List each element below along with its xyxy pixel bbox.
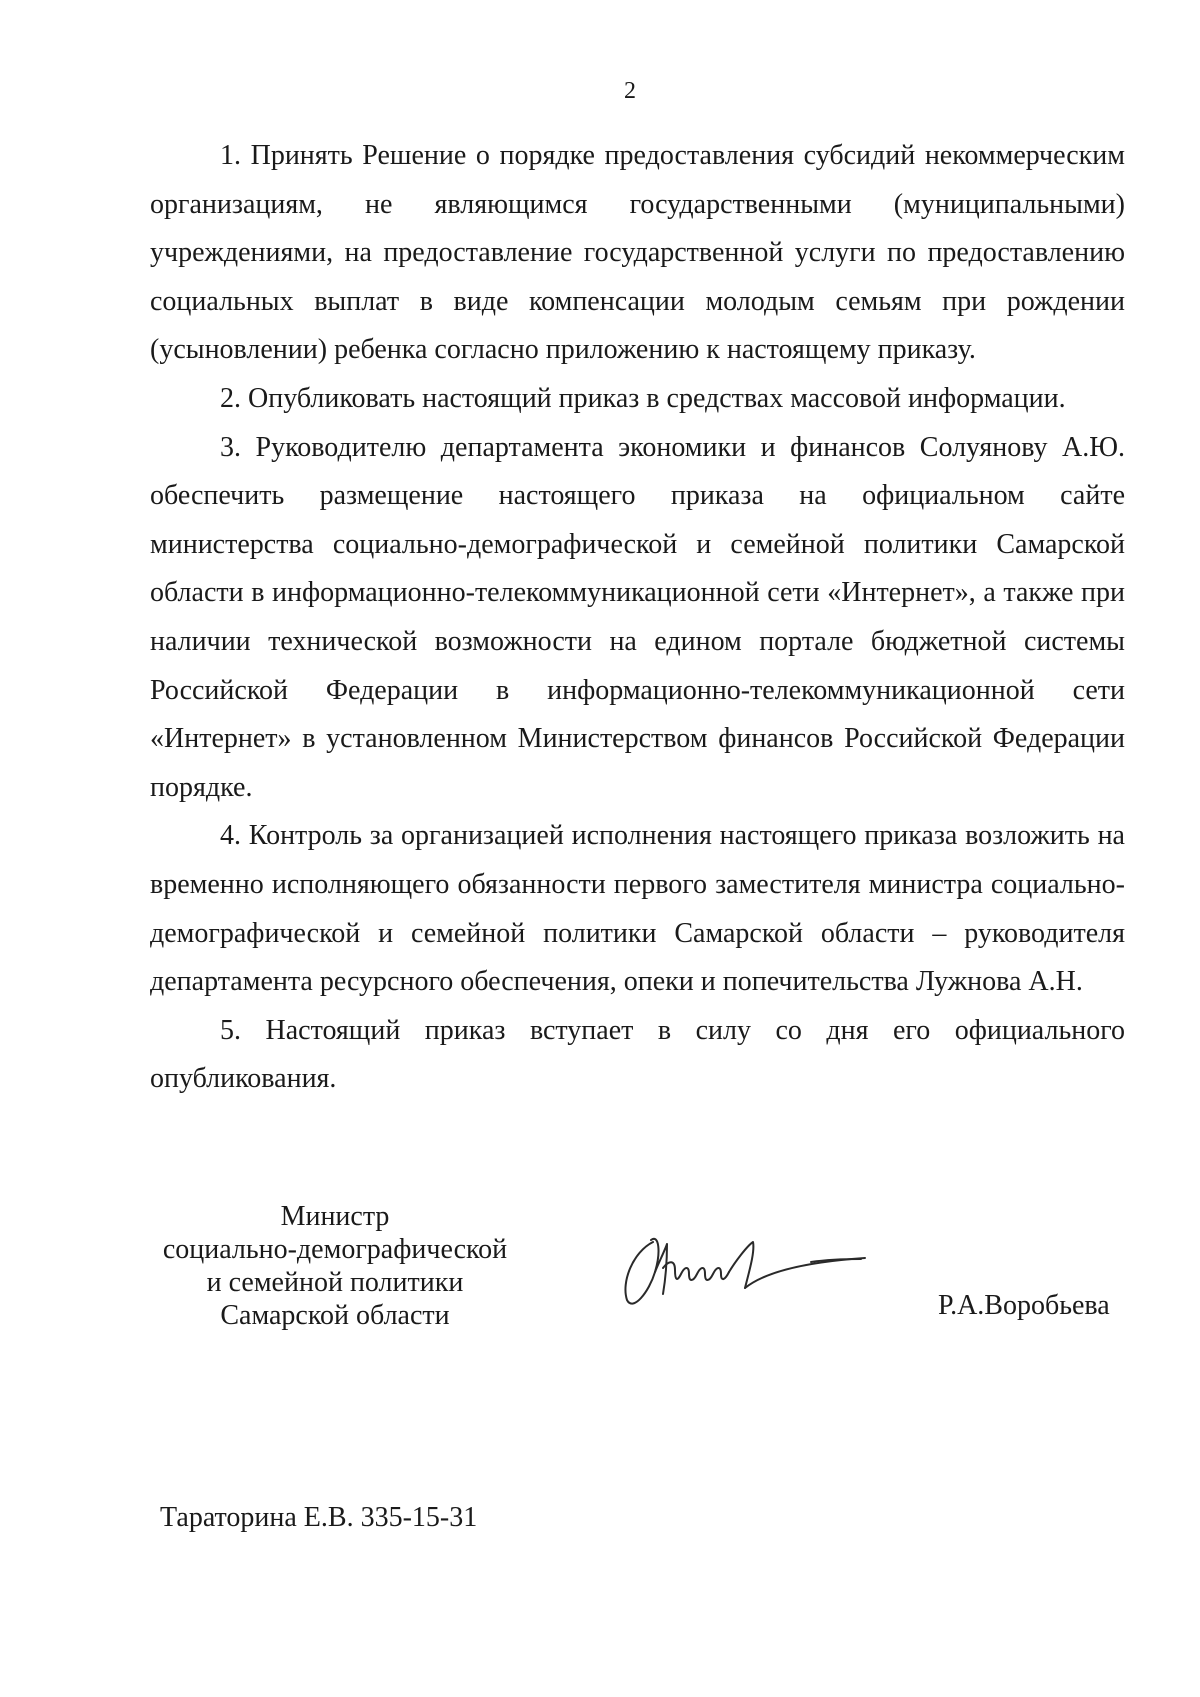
paragraph-1: 1. Принять Решение о порядке предоставления субсидий некоммерческим организациям, не являющимся государственными (муниципальными) учреждениями, на предоставление государственной услуги по предоставлению социальных выплат в виде компенсации молодым семьям при рождении (усыновлении) ребенка согласно приложению к настоящему приказу.	[150, 140, 1125, 366]
paragraph-4: 4. Контроль за организацией исполнения настоящего приказа возложить на временно исполняющего обязанности первого заместителя министра социально-демографической и семейной политики Самарской области – руководителя департамента ресурсного обеспечения, опеки и попечительства Лужнова А.Н.	[150, 820, 1125, 998]
signatory-title	[150, 1200, 520, 1332]
signatory-title-line-2: социально-демографической	[162, 1234, 508, 1265]
paragraph-5: 5. Настоящий приказ вступает в силу со дня его официального опубликования.	[150, 1014, 1125, 1095]
handwritten-signature	[615, 1222, 875, 1312]
signatory-title-line-3: и семейной политики	[206, 1267, 464, 1298]
signer-name: Р.А.Воробьева	[938, 1290, 1110, 1321]
order-body	[150, 132, 1125, 1104]
paragraph-2: 2. Опубликовать настоящий приказ в средствах массовой информации.	[220, 382, 1066, 414]
signatory-title-line-1: Министр	[280, 1201, 390, 1232]
signatory-title-line-4: Самарской области	[220, 1300, 450, 1331]
page-number: 2	[624, 78, 636, 104]
paragraph-3: 3. Руководителю департамента экономики и финансов Солуянову А.Ю. обеспечить размещение настоящего приказа на официальном сайте министерства социально-демографической и семейной политики Самарской области в информационно-телекоммуникационной сети «Интернет», а также при наличии технической возможности на едином портале бюджетной системы Российской Федерации в информационно-телекоммуникационной сети «Интернет» в установленном Министерством финансов Российской Федерации порядке.	[150, 431, 1125, 803]
executor-contact: Тараторина Е.В. 335-15-31	[160, 1502, 478, 1533]
